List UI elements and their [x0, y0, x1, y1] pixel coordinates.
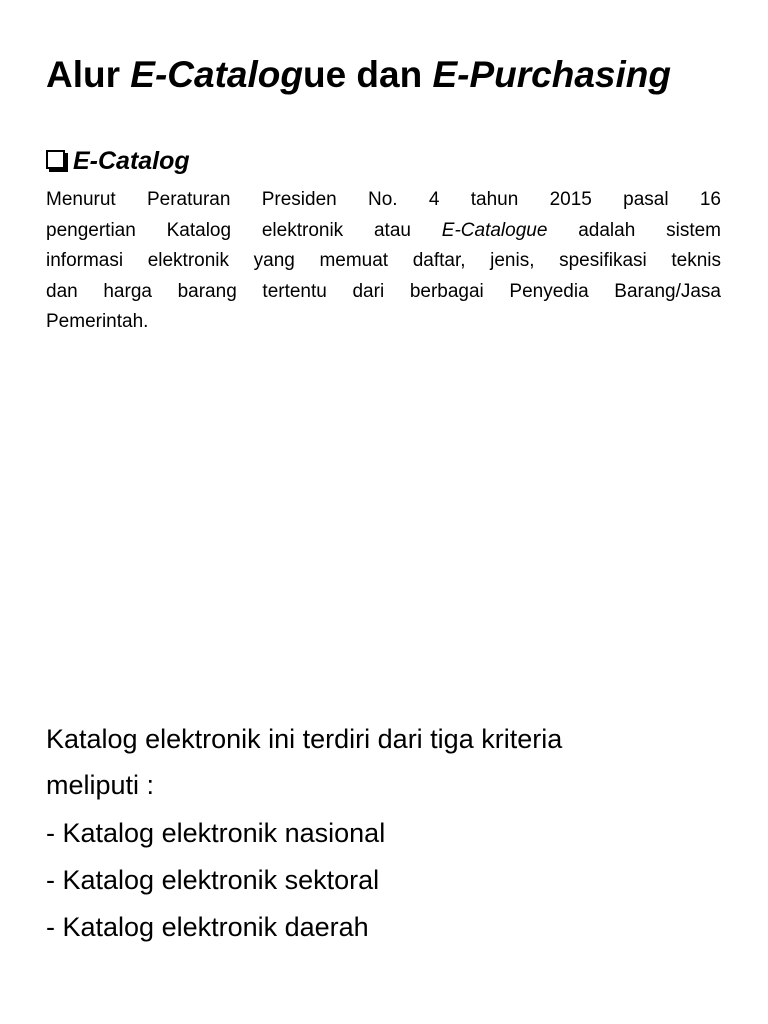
- title-part-3: ue dan: [302, 54, 433, 95]
- paragraph-line-4: dan harga barang tertentu dari berbagai Penyedia Barang/Jasa: [46, 280, 721, 302]
- paragraph-line-2-after: adalah sistem: [547, 219, 721, 241]
- title-part-1: Alur: [46, 54, 131, 95]
- criteria-block: [46, 716, 736, 951]
- paragraph-line-2-italic: E-Catalogue: [441, 219, 548, 241]
- criteria-intro-line-1: Katalog elektronik ini terdiri dari tiga kriteria: [46, 724, 563, 754]
- checkbox-bullet-icon: [46, 150, 65, 169]
- list-item: - Katalog elektronik daerah: [46, 912, 369, 942]
- criteria-list: [46, 810, 736, 951]
- section-heading-label: E-Catalog: [73, 147, 190, 175]
- paragraph-line-1: Menurut Peraturan Presiden No. 4 tahun 2015 pasal 16: [46, 189, 721, 210]
- section-heading: [46, 142, 190, 180]
- definition-paragraph: [46, 185, 721, 338]
- title-part-2: E-Catalog: [130, 54, 303, 95]
- list-item: - Katalog elektronik sektoral: [46, 865, 380, 895]
- paragraph-line-3: informasi elektronik yang memuat daftar, jenis, spesifikasi teknis: [46, 250, 721, 271]
- paragraph-line-2: [46, 216, 721, 247]
- paragraph-line-2-before: pengertian Katalog elektronik atau: [46, 219, 442, 241]
- list-item: - Katalog elektronik nasional: [46, 818, 386, 848]
- title-part-4: E-Purchasing: [432, 54, 671, 95]
- slide-title: [46, 52, 736, 98]
- criteria-intro-line-2: meliputi :: [46, 770, 155, 800]
- paragraph-line-5: Pemerintah.: [46, 311, 149, 332]
